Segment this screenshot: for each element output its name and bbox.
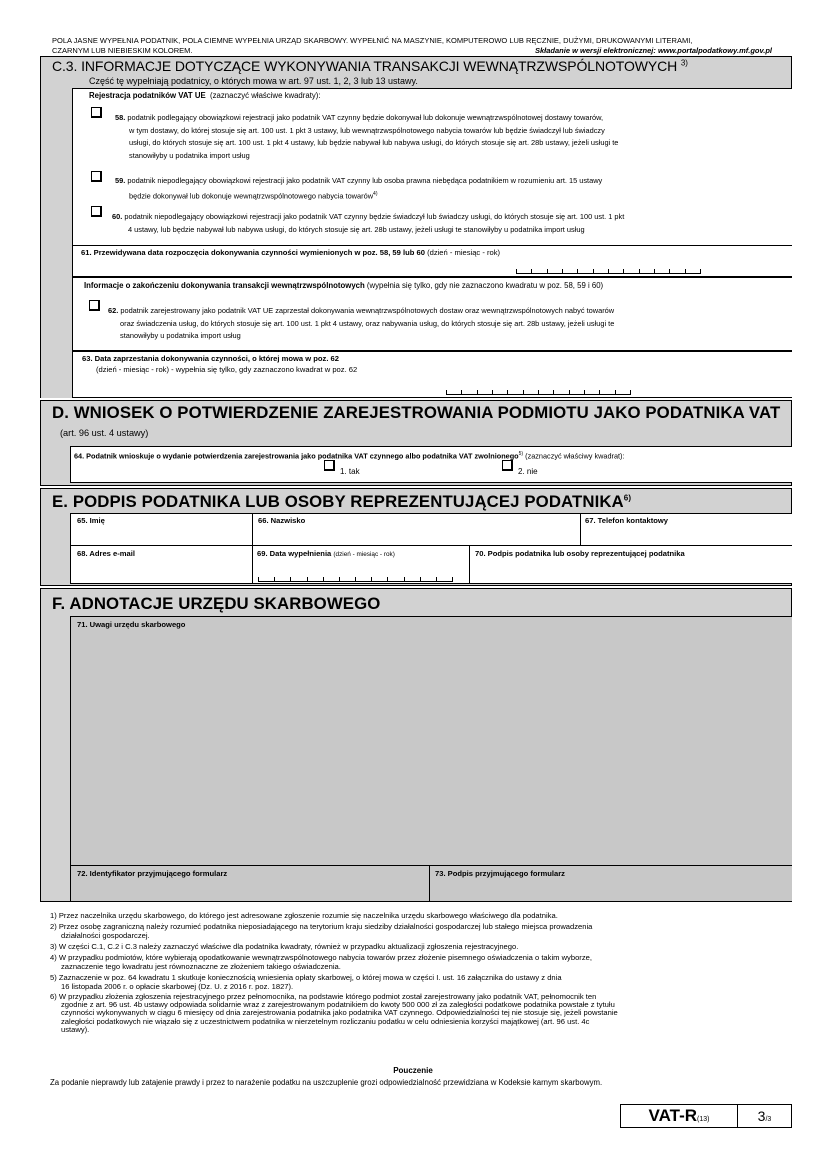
- item-58-text: 58. podatnik podlegający obowiązkowi rejestracji jako podatnik VAT czynny będzie dokonywał lub dokonuje wewnątrzwspólnotowej dostawy towarów, w tym dostawy, do której stosuje się art. 100 ust. 1 pkt 3 ustawy, lub wewnątrzwspólnotowego nabycia towarów lub będzie świadczył lub świadczy usługi, do których stosuje się art. 100 ust. 1 pkt 4 ustawy, lub będzie nabywał lub nabywa usługi, do których stosuje się art. 28b ustawy, jeżeli usługi te stanowiłyby u podatnika import usług: [115, 113, 619, 160]
- field-63-note: (dzień - miesiąc - rok) - wypełnia się tylko, gdy zaznaczono kwadrat w poz. 62: [96, 365, 358, 374]
- field-68-label: 68. Adres e-mail: [77, 549, 135, 558]
- date-tick: [339, 577, 340, 582]
- field-61-label: 61. Przewidywana data rozpoczęcia dokonywania czynności wymienionych w poz. 58, 59 lub 60 (dzień - miesiąc - rok): [81, 248, 501, 257]
- form-id-box: [620, 1104, 792, 1128]
- date-tick: [507, 390, 508, 395]
- date-tick: [371, 577, 372, 582]
- date-tick: [639, 269, 640, 274]
- date-tick: [577, 269, 578, 274]
- option-no-label: 2. nie: [518, 467, 538, 476]
- field-71-label: 71. Uwagi urzędu skarbowego: [77, 620, 186, 629]
- date-tick: [492, 390, 493, 395]
- date-tick: [700, 269, 701, 274]
- footnote-2: 2) Przez osobę zagraniczną należy rozumieć podatnika nieposiadającego na terytorium kraju siedziby działalności gospodarczej lub stałego miejsca prowadzenia działalności gospodarczej.: [50, 922, 593, 940]
- option-yes-label: 1. tak: [340, 467, 360, 476]
- date-tick: [452, 577, 453, 582]
- date-tick: [685, 269, 686, 274]
- checkbox-62[interactable]: [89, 300, 100, 311]
- pouczenie-text: Za podanie nieprawdy lub zatajenie prawdy i przez to narażenie podatku na uszczuplenie grozi odpowiedzialność przewidziana w Kodeksie karnym skarbowym.: [50, 1078, 603, 1087]
- date-tick: [615, 390, 616, 395]
- field-66-label: 66. Nazwisko: [258, 516, 306, 525]
- date-tick: [516, 269, 517, 274]
- footnotes: [50, 911, 780, 1034]
- date-tick: [623, 269, 624, 274]
- footnote-1: 1) Przez naczelnika urzędu skarbowego, do którego jest adresowane zgłoszenie rozumie się naczelnika urzędu skarbowego właściwego dla podatnika.: [50, 911, 558, 920]
- date-tick: [523, 390, 524, 395]
- footnote-3: 3) W części C.1, C.2 i C.3 należy zaznaczyć właściwe dla podatnika kwadraty, również w przypadku aktualizacji zgłoszenia rejestracyjnego.: [50, 942, 519, 951]
- section-f-title: F. ADNOTACJE URZĘDU SKARBOWEGO: [52, 594, 381, 613]
- date-tick: [608, 269, 609, 274]
- section-d-title: D. WNIOSEK O POTWIERDZENIE ZAREJESTROWANIA PODMIOTU JAKO PODATNIKA VAT: [52, 403, 781, 422]
- end-transactions-heading: Informacje o zakończeniu dokonywania transakcji wewnątrzwspólnotowych (wypełnia się tylko, gdy nie zaznaczono kwadratu w poz. 58, 59 i 60): [84, 281, 604, 290]
- section-c3-title: C.3. INFORMACJE DOTYCZĄCE WYKONYWANIA TRANSAKCJI WEWNĄTRZWSPÓLNOTOWYCH $^{3)}$: [52, 58, 688, 74]
- checkbox-64-yes[interactable]: [324, 460, 335, 471]
- section-e-title: E. PODPIS PODATNIKA LUB OSOBY REPREZENTUJĄCEJ PODATNIKA$^{6)}$: [52, 492, 632, 511]
- date-tick: [290, 577, 291, 582]
- field-72-label: 72. Identyfikator przyjmującego formularz: [77, 869, 228, 878]
- checkbox-64-no[interactable]: [502, 460, 513, 471]
- date-tick: [531, 269, 532, 274]
- page-number: 3/3: [757, 1108, 772, 1124]
- date-tick: [599, 390, 600, 395]
- fill-instructions: [52, 36, 772, 55]
- date-tick: [547, 269, 548, 274]
- field-71: [70, 616, 792, 866]
- date-tick: [477, 390, 478, 395]
- date-tick: [654, 269, 655, 274]
- date-tick: [404, 577, 405, 582]
- field-63-label: 63. Data zaprzestania dokonywania czynności, o której mowa w poz. 62: [82, 354, 339, 363]
- field-73-label: 73. Podpis przyjmującego formularz: [435, 869, 565, 878]
- date-tick: [274, 577, 275, 582]
- date-tick: [446, 390, 447, 395]
- date-tick: [584, 390, 585, 395]
- date-tick: [593, 269, 594, 274]
- item-60-text: 60. podatnik niepodlegający obowiązkowi rejestracji jako podatnik VAT czynny będzie świadczył lub świadczy usługi, do których stosuje się art. 100 ust. 1 pkt 4 ustawy, lub będzie nabywał lub nabywa usługi, do których stosuje się art. 28b ustawy, jeżeli usługi te stanowiłyby u podatnika import usług: [112, 212, 625, 234]
- field-65-label: 65. Imię: [77, 516, 105, 525]
- field-64-label: 64. Podatnik wnioskuje o wydanie potwierdzenia zarejestrowania jako podatnika VAT czynnego albo podatnika VAT zwolnionego$^{5)}$ (zaznaczyć właściwy kwadrat):: [74, 451, 625, 461]
- date-tick: [562, 269, 563, 274]
- item-59-text: 59. podatnik niepodlegający obowiązkowi rejestracji jako podatnik VAT czynny lub osoba prawna niebędąca podatnikiem w rozumieniu art. 15 ustawy będzie dokonywał lub dokonuje wewnątrzwspólnotowego nabycia towarów$^{4)}$: [115, 176, 603, 200]
- item-62-text: 62. podatnik zarejestrowany jako podatnik VAT UE zaprzestał dokonywania wewnątrzwspólnotowych dostaw oraz wewnątrzwspólnotowych nabyć towarów oraz świadczenia usług, do których stosuje się art. 100 ust. 1 pkt 4 ustawy, oraz nabywania usług, do których stosuje się art. 28b ustawy, jeżeli usługi te stanowiłyby u podatnika import usług: [108, 306, 615, 340]
- field-70-label: 70. Podpis podatnika lub osoby reprezentującej podatnika: [475, 549, 685, 558]
- date-mask-69[interactable]: [258, 576, 452, 582]
- date-tick: [420, 577, 421, 582]
- electronic-submission-note: Składanie w wersji elektronicznej: www.portalpodatkowy.mf.gov.pl: [535, 45, 772, 55]
- date-tick: [461, 390, 462, 395]
- date-tick: [553, 390, 554, 395]
- date-tick: [630, 390, 631, 395]
- date-tick: [538, 390, 539, 395]
- date-tick: [387, 577, 388, 582]
- date-tick: [436, 577, 437, 582]
- footnote-5: 5) Zaznaczenie w poz. 64 kwadratu 1 skutkuje koniecznością wniesienia opłaty skarbowej, o której mowa w części I. ust. 16 załącznika do ustawy z dnia 16 listopada 2006 r. o opłacie skarbowej (Dz. U. z 2016 r. poz. 1827).: [50, 973, 562, 991]
- date-mask-61[interactable]: [516, 268, 700, 274]
- pouczenie-title: Pouczenie: [393, 1066, 433, 1075]
- checkbox-59[interactable]: [91, 171, 102, 182]
- date-tick: [258, 577, 259, 582]
- date-tick: [307, 577, 308, 582]
- instruction-line-2: CZARNYM LUB NIEBIESKIM KOLOREM.: [52, 45, 193, 55]
- checkbox-60[interactable]: [91, 206, 102, 217]
- instruction-line-1: POLA JASNE WYPEŁNIA PODATNIK, POLA CIEMNE WYPEŁNIA URZĄD SKARBOWY. WYPEŁNIĆ NA MASZYNIE, KOMPUTEROWO LUB RĘCZNIE, DUŻYMI, DRUKOWANYMI LITERAMI,: [52, 36, 693, 45]
- section-d-subtitle: (art. 96 ust. 4 ustawy): [60, 428, 149, 438]
- field-69-label: 69. Data wypełnienia (dzień - miesiąc - rok): [257, 549, 395, 558]
- form-code: VAT-R(13): [621, 1105, 738, 1127]
- date-tick: [323, 577, 324, 582]
- section-c3-subtitle: Część tę wypełniają podatnicy, o których mowa w art. 97 ust. 1, 2, 3 lub 13 ustawy.: [89, 76, 418, 86]
- date-tick: [355, 577, 356, 582]
- footnote-6: 6) W przypadku złożenia zgłoszenia rejestracyjnego przez pełnomocnika, na podstawie którego podmiot został zarejestrowany jako podatnik VAT, pełnomocnik ten zgodnie z art. 96 ust. 4b ustawy odpowiada solidarnie wraz z zarejestrowanym podatnikiem do kwoty 500 000 zł za zaległości podatkowe podatnika powstałe z tytułu czynności wykonywanych w ciągu 6 miesięcy od dnia zarejestrowania podatnika jako podatnika VAT czynnego. Odpowiedzialności tej nie stosuje się, jeżeli powstanie zaległości podatkowych nie wiązało się z uczestnictwem podatnika w nierzetelnym rozliczaniu podatku w celu odniesienia korzyści majątkowej (art. 96 ust. 4c ustawy).: [50, 992, 618, 1034]
- date-mask-63[interactable]: [446, 389, 630, 395]
- date-tick: [669, 269, 670, 274]
- date-tick: [569, 390, 570, 395]
- checkbox-58[interactable]: [91, 107, 102, 118]
- registration-heading: Rejestracja podatników VAT UE (zaznaczyć właściwe kwadraty):: [89, 91, 321, 100]
- footnote-4: 4) W przypadku podmiotów, które wybierają opodatkowanie wewnątrzwspólnotowego nabycia towarów przez złożenie pisemnego oświadczenia o takim wyborze, zaznaczenie tego kwadratu jest równoznaczne ze złożeniem takiego oświadczenia.: [50, 953, 592, 971]
- field-67-label: 67. Telefon kontaktowy: [585, 516, 668, 525]
